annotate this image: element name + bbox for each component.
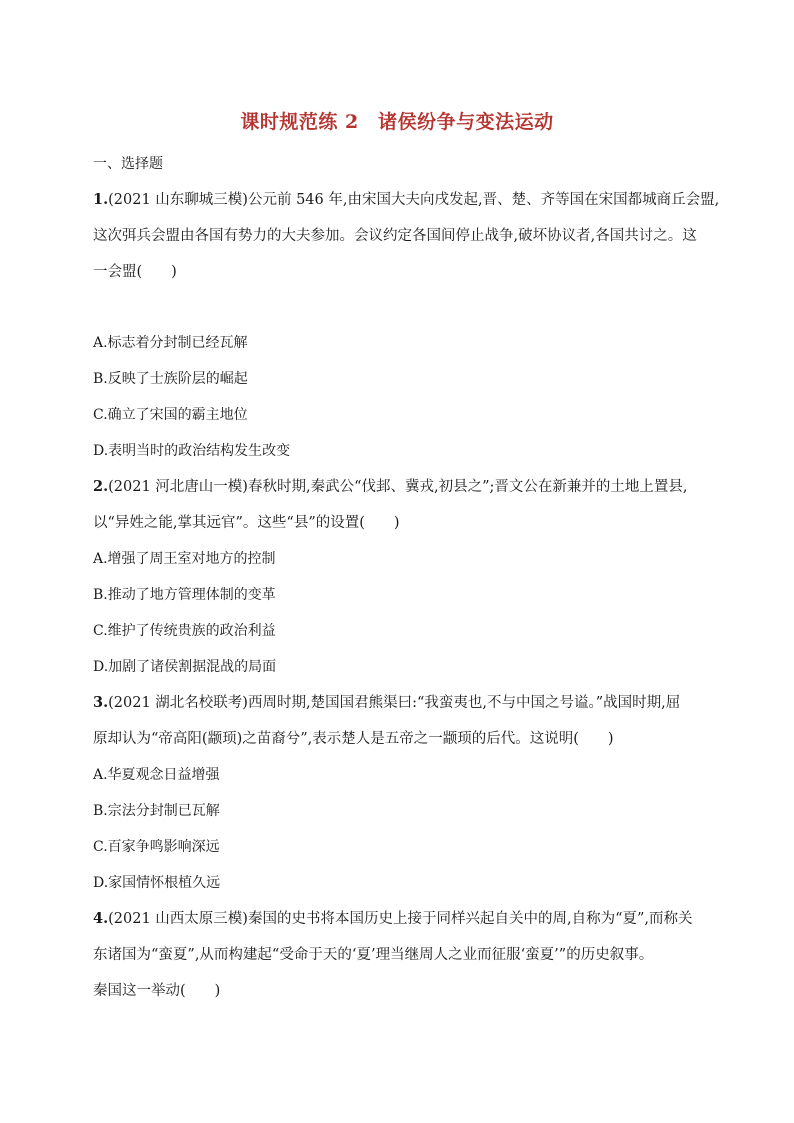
- question-3-line-2: 原却认为“帝高阳(颛顼)之苗裔兮”,表示楚人是五帝之一颛顼的后代。这说明( ): [93, 731, 614, 747]
- question-number: 1.: [93, 191, 109, 208]
- question-1-line-1: [93, 190, 719, 210]
- question-2-option-a: A.增强了周王室对地方的控制: [93, 551, 276, 567]
- question-2-option-c: C.维护了传统贵族的政治利益: [93, 623, 276, 639]
- question-text: (2021 山东聊城三模)公元前 546 年,由宋国大夫向戌发起,晋、楚、齐等国在宋国都城商丘会盟,: [108, 192, 720, 208]
- question-1-option-d: D.表明当时的政治结构发生改变: [93, 443, 291, 459]
- question-4-line-1: [93, 909, 693, 929]
- question-1-option-b: B.反映了士族阶层的崛起: [93, 371, 248, 387]
- question-3-option-d: D.家国情怀根植久远: [93, 875, 221, 891]
- question-1-line-3: 一会盟( ): [93, 264, 177, 280]
- question-number: 4.: [93, 910, 109, 927]
- question-number: 3.: [93, 694, 109, 711]
- question-3-line-1: [93, 693, 680, 713]
- question-2-option-b: B.推动了地方管理体制的变革: [93, 587, 276, 603]
- question-2-line-1: [93, 477, 688, 497]
- question-text: (2021 河北唐山一模)春秋时期,秦武公“伐邽、冀戎,初县之”;晋文公在新兼并的土地上置县,: [108, 479, 688, 495]
- question-1-line-2: 这次弭兵会盟由各国有势力的大夫参加。会议约定各国间停止战争,破坏协议者,各国共讨之。这: [93, 228, 697, 244]
- question-3-option-c: C.百家争鸣影响深远: [93, 839, 220, 855]
- section-heading: 一、选择题: [93, 156, 163, 172]
- question-3-option-a: A.华夏观念日益增强: [93, 767, 220, 783]
- question-text: (2021 湖北名校联考)西周时期,楚国国君熊渠曰:“我蛮夷也,不与中国之号谥。”战国时期,屈: [108, 695, 681, 711]
- question-2-line-2: 以“异姓之能,掌其远官”。这些“县”的设置( ): [93, 515, 400, 531]
- question-1-option-a: A.标志着分封制已经瓦解: [93, 335, 248, 351]
- question-3-option-b: B.宗法分封制已瓦解: [93, 803, 220, 819]
- question-4-line-3: 秦国这一举动( ): [93, 983, 221, 999]
- question-text: (2021 山西太原三模)秦国的史书将本国历史上接于同样兴起自关中的周,自称为“夏”,而称关: [108, 911, 693, 927]
- question-number: 2.: [93, 478, 109, 495]
- question-2-option-d: D.加剧了诸侯割据混战的局面: [93, 659, 277, 675]
- document-title: 课时规范练 2 诸侯纷争与变法运动: [240, 111, 554, 133]
- question-1-option-c: C.确立了宋国的霸主地位: [93, 407, 248, 423]
- question-4-line-2: 东诸国为“蛮夏”,从而构建起“受命于天的‘夏’理当继周人之业而征服‘蛮夏’”的历史叙事。: [93, 947, 654, 963]
